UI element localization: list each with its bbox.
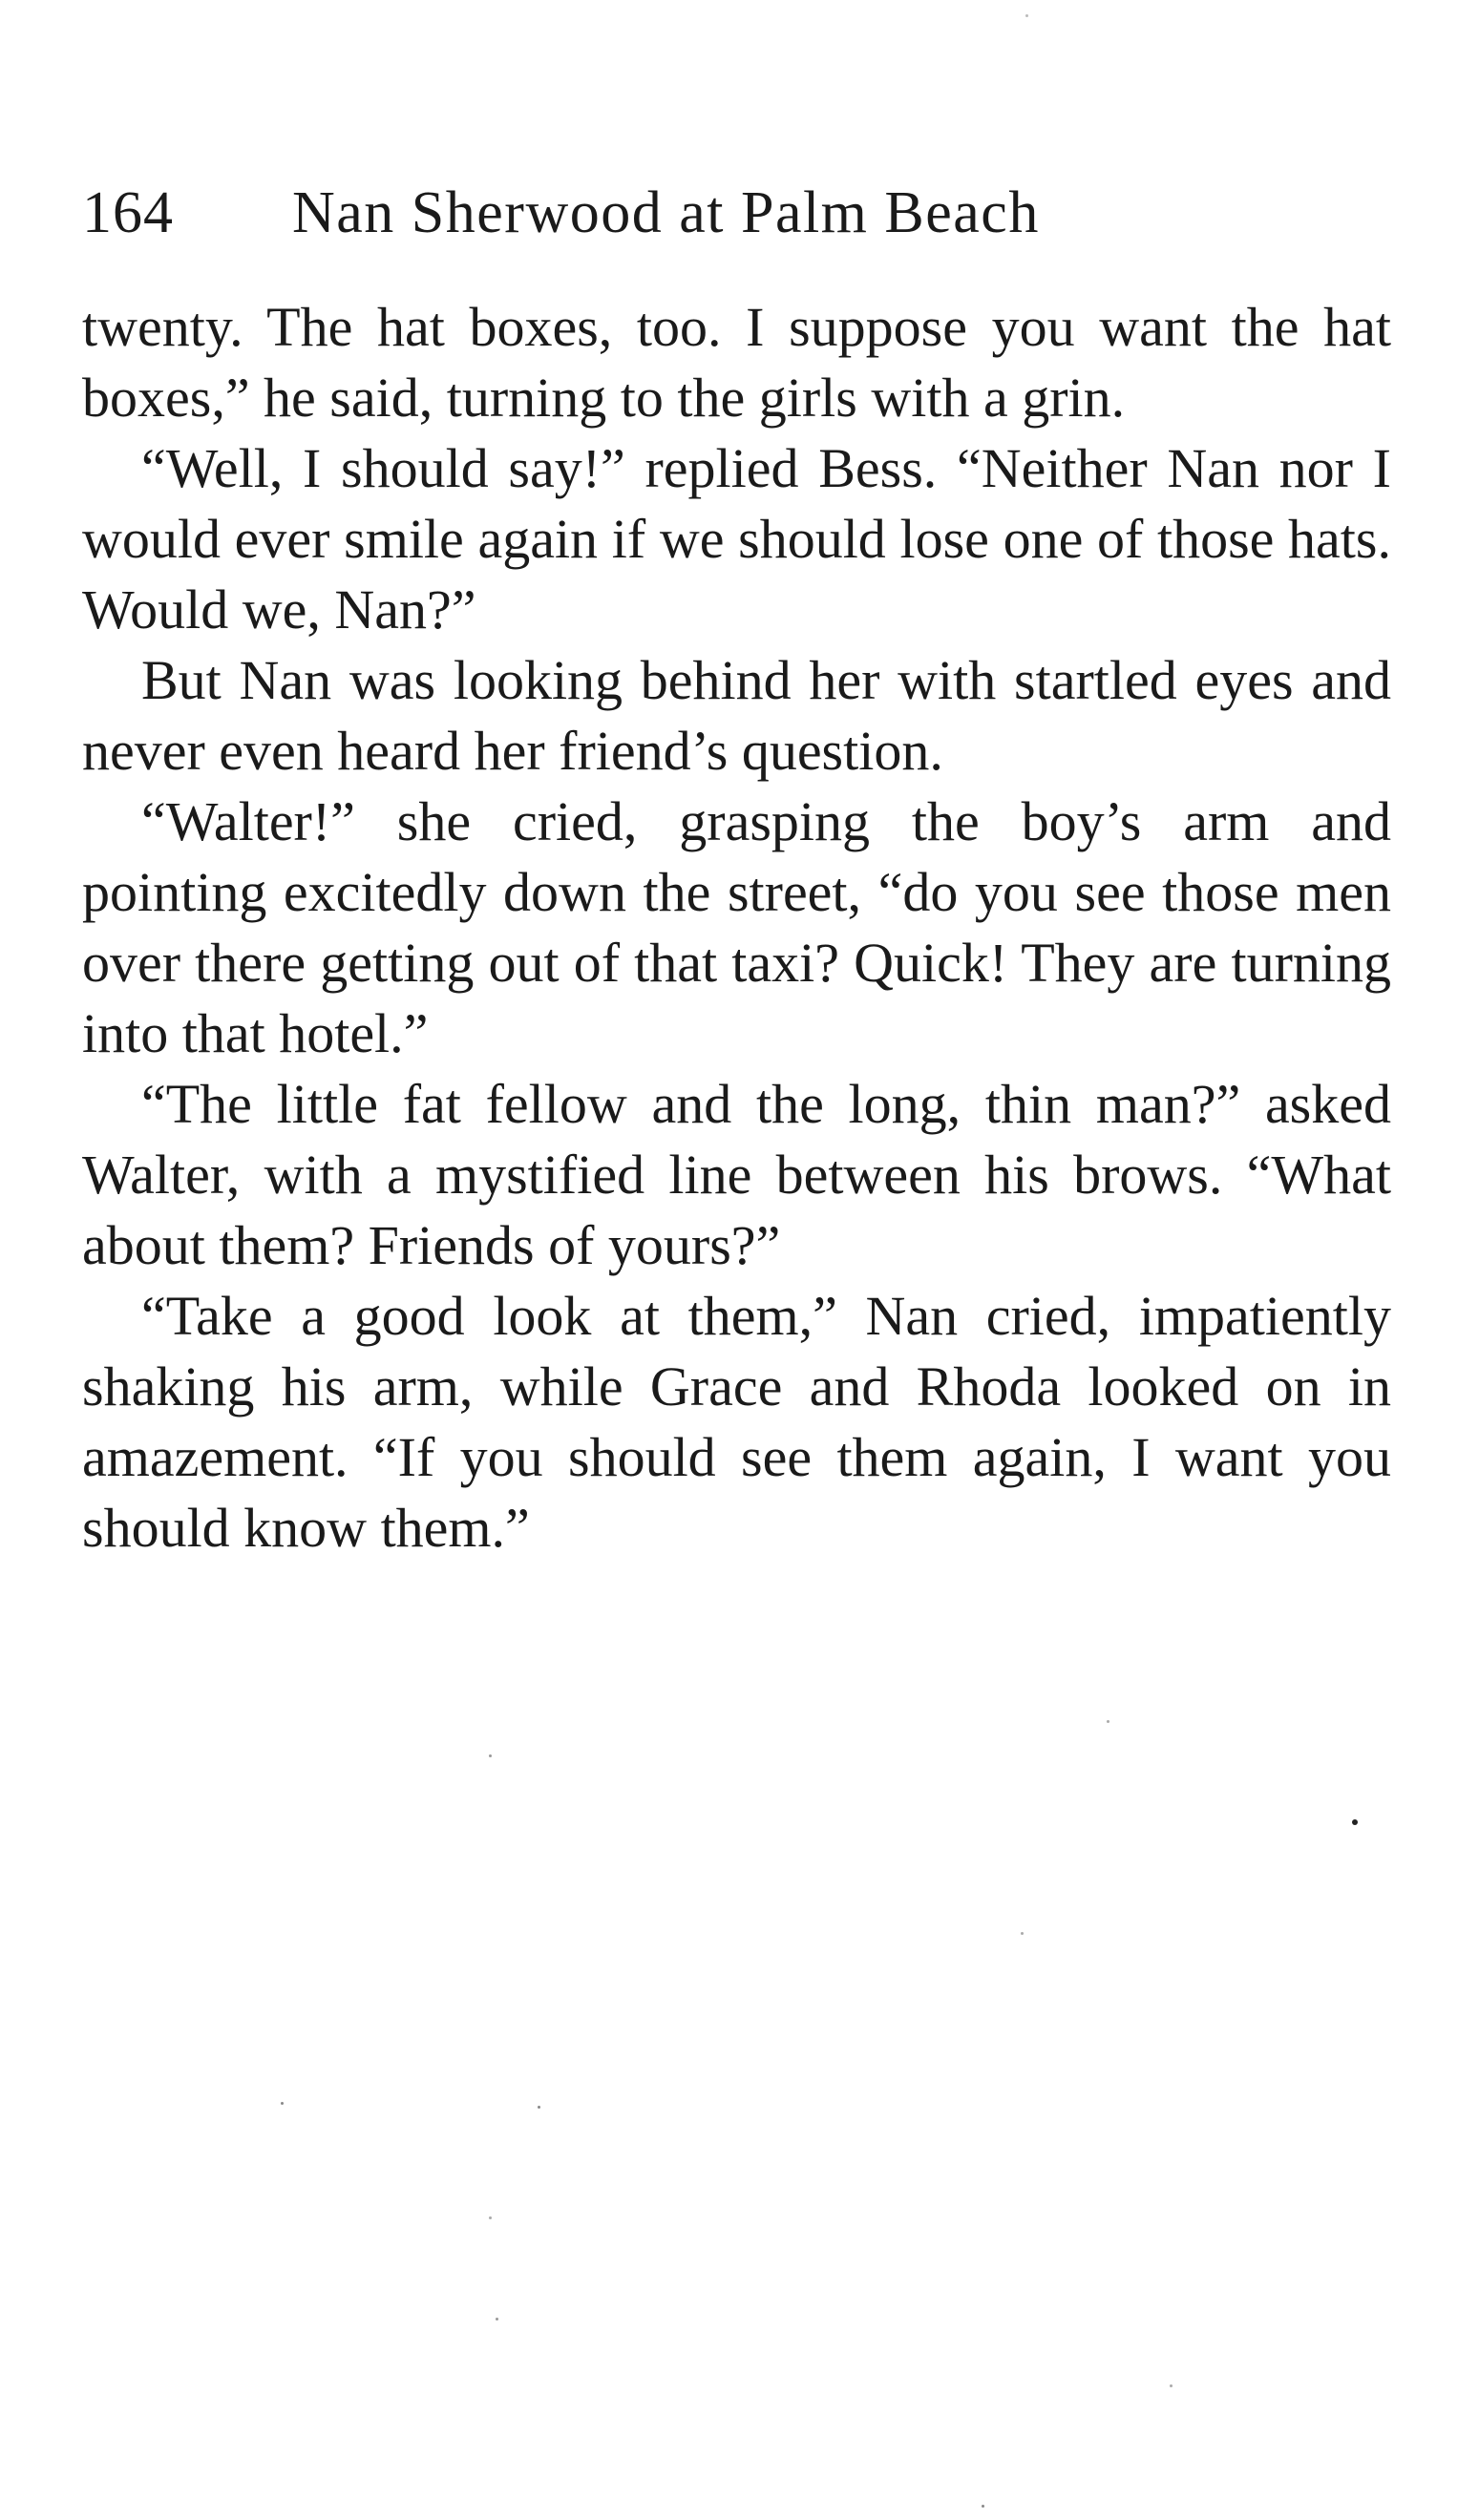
paragraph-walter-question: “The little fat fellow and the long, thin man?” asked Walter, with a mystified line between his brows. “What about them? Friends of yours?” — [82, 1073, 1391, 1276]
paragraph-bess-reply: “Well, I should say!” replied Bess. “Neither Nan nor I would ever smile again if we should lose one of those hats. Would we, Nan?” — [82, 437, 1391, 640]
running-head — [82, 179, 1400, 246]
scan-speck — [1352, 1819, 1358, 1825]
page-number: 164 — [82, 180, 174, 245]
scan-speck — [1170, 2384, 1173, 2387]
scan-speck — [1107, 1720, 1109, 1723]
scan-speck — [281, 2102, 284, 2105]
body-text — [82, 292, 1391, 1564]
paragraph-walter-taxi: “Walter!” she cried, grasping the boy’s arm and pointing excitedly down the street, “do you see those men over there getting out of that taxi? Quick! They are turning into that hotel.” — [82, 790, 1391, 1064]
scan-speck — [489, 1754, 492, 1757]
paragraph-nan-look: “Take a good look at them,” Nan cried, impatiently shaking his arm, while Grace and Rhoda looked on in amazement. “If you should see them again, I want you should know them.” — [82, 1285, 1391, 1559]
scan-speck — [489, 2216, 492, 2219]
scan-speck — [538, 2106, 540, 2109]
scan-speck — [982, 2505, 984, 2508]
paragraph-continued: twenty. The hat boxes, too. I suppose you want the hat boxes,” he said, turning to the girls with a grin. — [82, 296, 1391, 429]
book-title: Nan Sherwood at Palm Beach — [292, 180, 1040, 245]
scan-speck — [1021, 1932, 1024, 1935]
scan-speck — [1025, 14, 1028, 17]
scan-speck — [496, 2318, 498, 2320]
paragraph-nan-startled: But Nan was looking behind her with startled eyes and never even heard her friend’s question. — [82, 649, 1391, 782]
